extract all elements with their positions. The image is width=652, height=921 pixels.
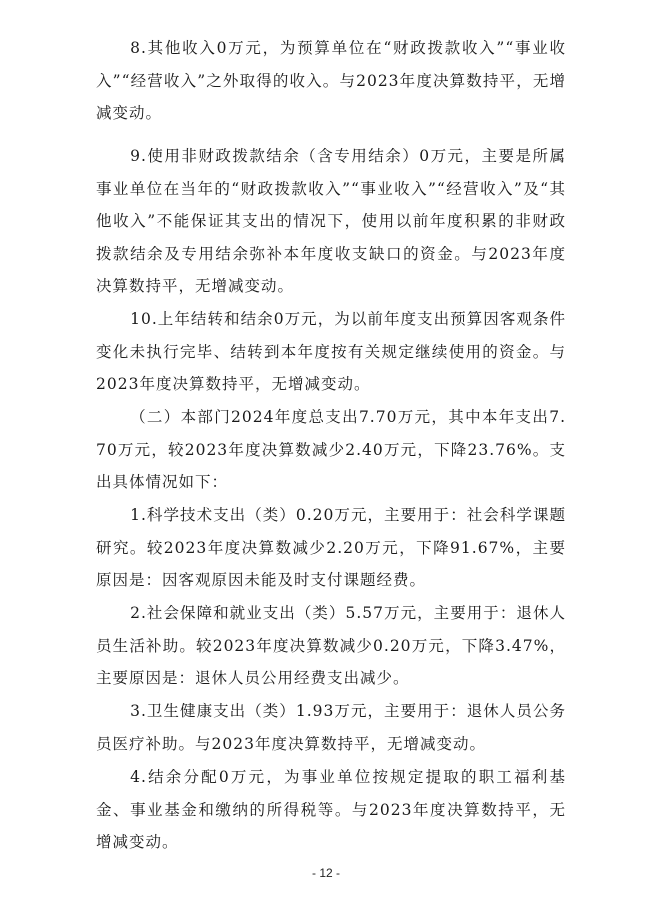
paragraph-other-income: 8.其他收入0万元，为预算单位在“财政拨款收入”“事业收入”“经营收入”之外取得的收入。与2023年度决算数持平，无增减变动。	[96, 39, 566, 122]
paragraph-social-security-expenditure: 2.社会保障和就业支出（类）5.57万元，主要用于：退休人员生活补助。较2023年度决算数减少0.20万元，下降3.47%，主要原因是：退休人员公用经费支出减少。	[96, 604, 566, 687]
paragraph-total-expenditure: （二）本部门2024年度总支出7.70万元，其中本年支出7.70万元，较2023年度决算数减少2.40万元，下降23.76%。支出具体情况如下：	[96, 408, 566, 491]
paragraph-health-expenditure: 3.卫生健康支出（类）1.93万元，主要用于：退休人员公务员医疗补助。与2023年度决算数持平，无增减变动。	[96, 702, 566, 753]
page-number: - 12 -	[311, 866, 340, 880]
paragraph-science-tech-expenditure: 1.科学技术支出（类）0.20万元，主要用于：社会科学课题研究。较2023年度决算数减少2.20万元，下降91.67%，主要原因是：因客观原因未能及时支付课题经费。	[96, 506, 566, 589]
paragraph-surplus-distribution: 4.结余分配0万元，为事业单位按规定提取的职工福利基金、事业基金和缴纳的所得税等。与2023年度决算数持平，无增减变动。	[96, 768, 566, 851]
paragraph-prior-year-carryover: 10.上年结转和结余0万元，为以前年度支出预算因客观条件变化未执行完毕、结转到本年度按有关规定继续使用的资金。与2023年度决算数持平，无增减变动。	[96, 310, 566, 393]
paragraph-non-fiscal-balance: 9.使用非财政拨款结余（含专用结余）0万元，主要是所属事业单位在当年的“财政拨款收入”“事业收入”“经营收入”及“其他收入”不能保证其支出的情况下，使用以前年度积累的非财政拨款结余及专用结余弥补本年度收支缺口的资金。与2023年度决算数持平，无增减变动。	[96, 147, 566, 295]
